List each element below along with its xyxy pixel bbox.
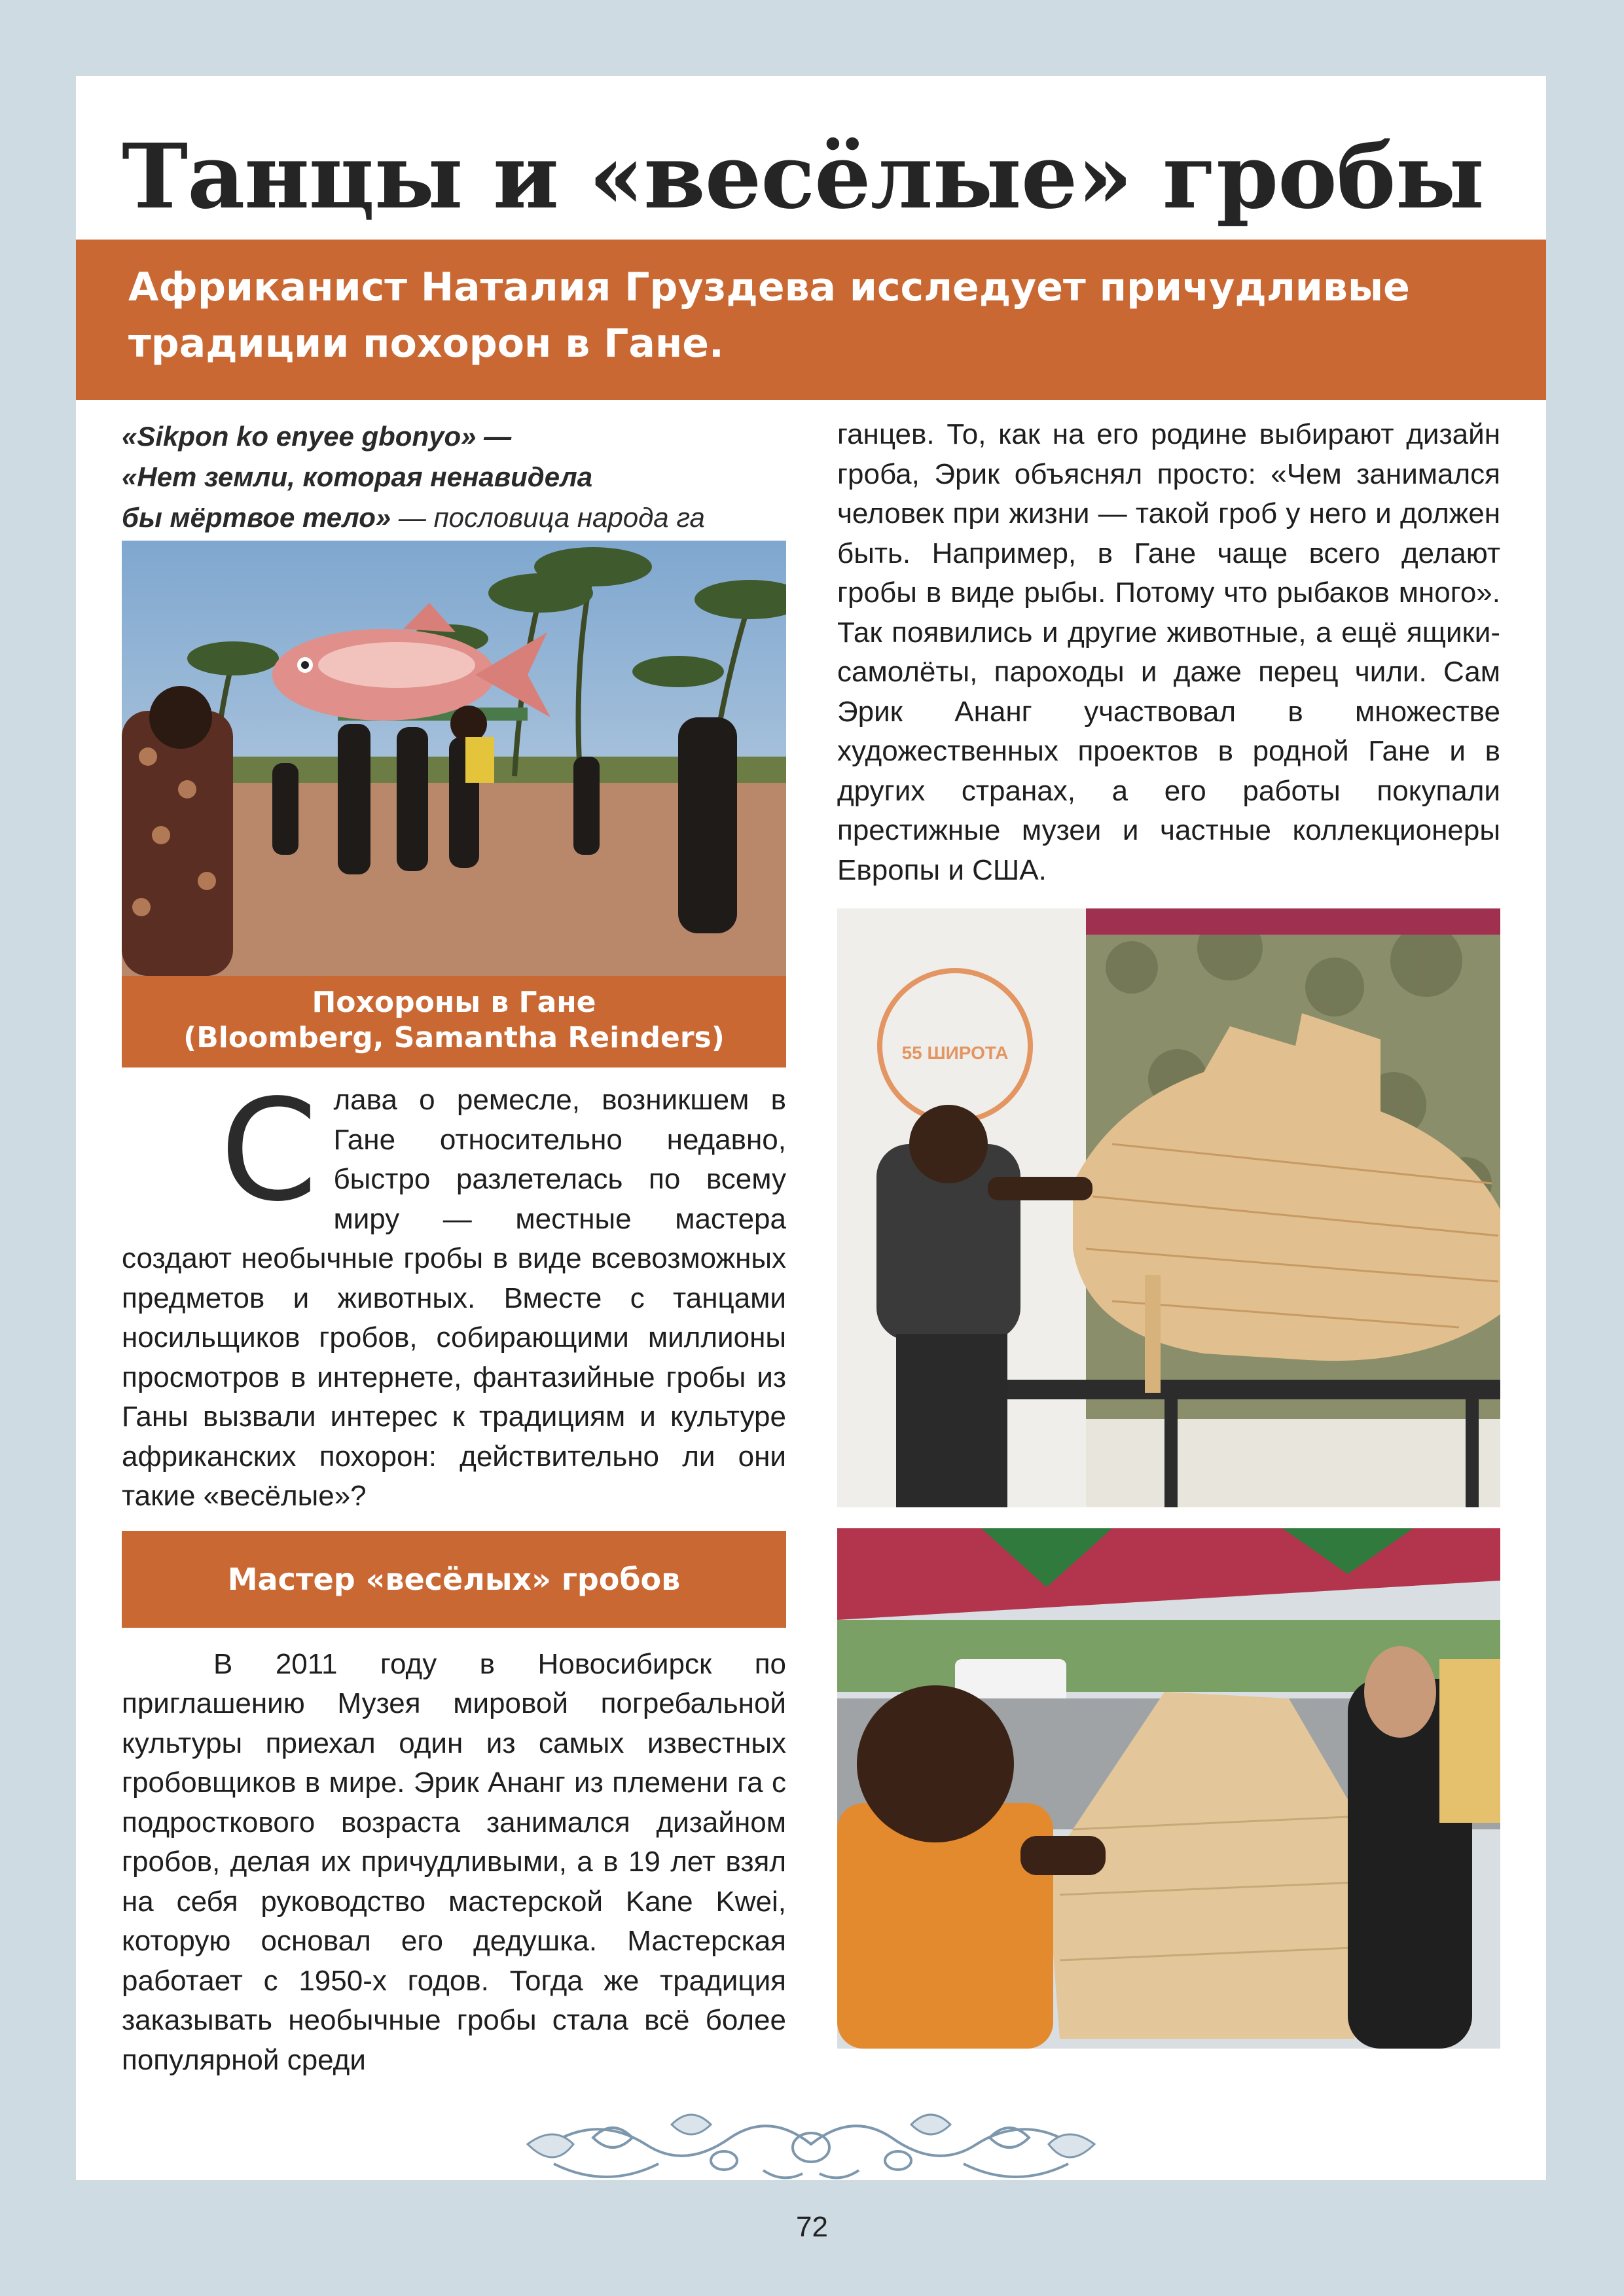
left-column [122,416,786,2080]
wooden-fish-coffin-photo [837,908,1500,1507]
subtitle-line-2: традиции похорон в Гане. [128,321,724,367]
photo-wooden-fish-coffin-icon [837,908,1500,1507]
subtitle-band [76,240,1546,400]
epigraph [122,416,786,538]
epigraph-line-3: бы мёртвое тело» [122,502,391,533]
oak-leaf-ornament-icon [514,2098,1108,2197]
photo-craftsmen-at-work-icon [837,1528,1500,2049]
photo-caption-line-2: (Bloomberg, Samantha Reinders) [183,1021,725,1054]
section-heading: Мастер «весёлых» гробов [122,1531,786,1628]
right-column [837,415,1500,2049]
epigraph-line-1: «Sikpon ko enyee gbonyo» — [122,421,512,452]
photo-caption [122,976,786,1067]
craftsmen-photo [837,1528,1500,2049]
photo-funeral-procession-icon [122,541,786,976]
photo-caption-line-1: Похороны в Гане [312,986,596,1019]
page-number: 72 [796,2211,828,2243]
banner-logo-text: 55 ШИРОТА [901,1043,1009,1063]
intro-block [122,1069,786,1516]
continuation-paragraph: ганцев. То, как на его родине выбирают дизайн гроба, Эрик объяснял просто: «Чем занимался человек при жизни — такой гроб у него и должен быть. Например, в Гане чаще всего делают гробы в виде рыбы. Потому что рыбаков много». Так появились и другие животные, а ещё ящики-самолёты, пароходы и даже перец чили. Сам Эрик Ананг участвовал в множестве художественных проектов в родной Гане и в других странах, а его работы покупали престижные музеи и частные коллекционеры Европы и США. [837,418,1500,886]
funeral-procession-photo [122,541,786,976]
epigraph-source: — пословица народа га [391,502,705,533]
subtitle-line-1: Африканист Наталия Груздева исследует причудливые [128,264,1410,310]
article-subtitle [128,259,1503,372]
article-title: Танцы и «весёлые» гробы [122,124,1484,229]
section-paragraph: В 2011 году в Новосибирск по приглашению Музея мировой погребальной культуры приехал один из самых известных гробовщиков в мире. Эрик Ананг из племени га с подросткового возраста занимался дизайном гробов, делая их причудливыми, а в 19 лет взял на себя руководство мастерской Kane Kwei, которую основал его дедушка. Мастерская работает с 1950-х годов. Тогда же традиция заказывать необычные гробы стала всё более популярной среди [122,1647,786,2076]
intro-paragraph: лава о ремесле, возникшем в Гане относительно недавно, быстро разлетелась по всему миру — местные мастера создают необычные гробы в виде всевозможных предметов и животных. Вместе с танцами носильщиков гробов, собирающими миллионы просмотров в интернете, фантазийные гробы из Ганы вызвали интерес к традициям и культуре африканских похорон: действительно ли они такие «весёлые»? [122,1084,786,1512]
article-page [76,76,1546,2180]
epigraph-line-2: «Нет земли, которая ненавидела [122,461,593,492]
drop-cap: С [220,1069,318,1232]
